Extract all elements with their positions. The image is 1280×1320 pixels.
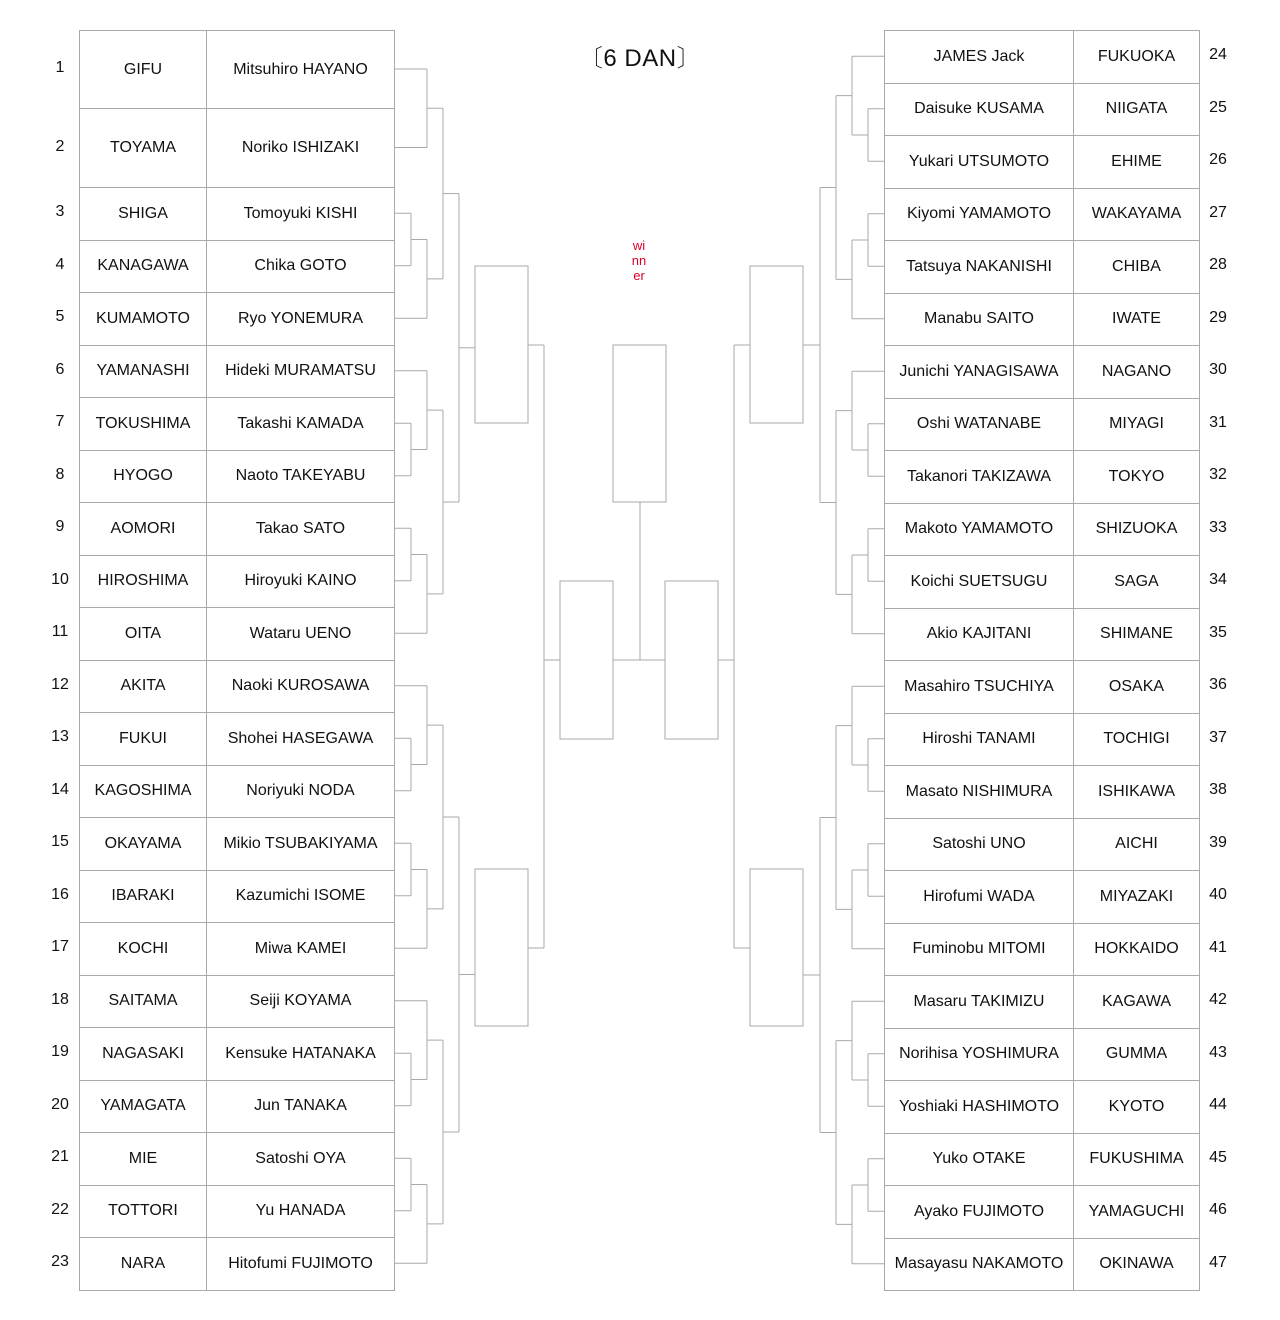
prefecture-cell: NAGANO — [1073, 345, 1200, 399]
prefecture-cell: FUKUSHIMA — [1073, 1133, 1200, 1187]
player-name-cell: Yuko OTAKE — [884, 1133, 1074, 1187]
entry-number: 33 — [1209, 518, 1227, 536]
prefecture-cell: SHIGA — [79, 187, 207, 241]
player-name-cell: Yu HANADA — [206, 1185, 395, 1239]
entry-number: 46 — [1209, 1201, 1227, 1219]
prefecture-cell: IWATE — [1073, 293, 1200, 347]
player-name-cell: Wataru UENO — [206, 607, 395, 661]
prefecture-cell: NIIGATA — [1073, 83, 1200, 137]
prefecture-cell: MIE — [79, 1132, 207, 1186]
prefecture-cell: SHIZUOKA — [1073, 503, 1200, 557]
entry-number: 39 — [1209, 833, 1227, 851]
player-name-cell: Noriko ISHIZAKI — [206, 108, 395, 188]
semifinal-box — [750, 266, 803, 423]
entry-number: 15 — [51, 833, 69, 851]
prefecture-cell: YAMAGATA — [79, 1080, 207, 1134]
prefecture-cell: OKINAWA — [1073, 1238, 1200, 1292]
semifinal-box — [475, 869, 528, 1026]
final-box — [665, 581, 718, 739]
player-name-cell: Junichi YANAGISAWA — [884, 345, 1074, 399]
prefecture-cell: FUKUOKA — [1073, 30, 1200, 84]
prefecture-cell: FUKUI — [79, 712, 207, 766]
player-name-cell: Satoshi UNO — [884, 818, 1074, 872]
entry-number: 32 — [1209, 466, 1227, 484]
player-name-cell: Daisuke KUSAMA — [884, 83, 1074, 137]
prefecture-cell: TOCHIGI — [1073, 713, 1200, 767]
player-name-cell: Kazumichi ISOME — [206, 870, 395, 924]
entry-number: 10 — [51, 570, 69, 588]
player-name-cell: Masayasu NAKAMOTO — [884, 1238, 1074, 1292]
entry-number: 14 — [51, 780, 69, 798]
entry-number: 34 — [1209, 571, 1227, 589]
player-name-cell: Masaru TAKIMIZU — [884, 975, 1074, 1029]
player-name-cell: Akio KAJITANI — [884, 608, 1074, 662]
entry-number: 2 — [55, 137, 65, 155]
prefecture-cell: WAKAYAMA — [1073, 188, 1200, 242]
entry-number: 43 — [1209, 1043, 1227, 1061]
player-name-cell: Masahiro TSUCHIYA — [884, 660, 1074, 714]
player-name-cell: Tomoyuki KISHI — [206, 187, 395, 241]
prefecture-cell: HOKKAIDO — [1073, 923, 1200, 977]
player-name-cell: Oshi WATANABE — [884, 398, 1074, 452]
prefecture-cell: OKAYAMA — [79, 817, 207, 871]
entry-number: 27 — [1209, 203, 1227, 221]
player-name-cell: Takanori TAKIZAWA — [884, 450, 1074, 504]
entry-number: 6 — [55, 360, 65, 378]
player-name-cell: Koichi SUETSUGU — [884, 555, 1074, 609]
entry-number: 35 — [1209, 623, 1227, 641]
prefecture-cell: EHIME — [1073, 135, 1200, 189]
prefecture-cell: KAGOSHIMA — [79, 765, 207, 819]
prefecture-cell: SHIMANE — [1073, 608, 1200, 662]
player-name-cell: Yoshiaki HASHIMOTO — [884, 1080, 1074, 1134]
entry-number: 13 — [51, 728, 69, 746]
final-box — [560, 581, 613, 739]
prefecture-cell: OSAKA — [1073, 660, 1200, 714]
prefecture-cell: YAMAGUCHI — [1073, 1185, 1200, 1239]
prefecture-cell: KANAGAWA — [79, 240, 207, 294]
entry-number: 28 — [1209, 256, 1227, 274]
entry-number: 24 — [1209, 46, 1227, 64]
player-name-cell: Satoshi OYA — [206, 1132, 395, 1186]
prefecture-cell: KAGAWA — [1073, 975, 1200, 1029]
entry-number: 41 — [1209, 938, 1227, 956]
prefecture-cell: GUMMA — [1073, 1028, 1200, 1082]
player-name-cell: Noriyuki NODA — [206, 765, 395, 819]
player-name-cell: Masato NISHIMURA — [884, 765, 1074, 819]
entry-number: 42 — [1209, 991, 1227, 1009]
entry-number: 45 — [1209, 1148, 1227, 1166]
entry-number: 36 — [1209, 676, 1227, 694]
prefecture-cell: ISHIKAWA — [1073, 765, 1200, 819]
player-name-cell: Yukari UTSUMOTO — [884, 135, 1074, 189]
player-name-cell: JAMES Jack — [884, 30, 1074, 84]
player-name-cell: Manabu SAITO — [884, 293, 1074, 347]
entry-number: 23 — [51, 1253, 69, 1271]
prefecture-cell: KUMAMOTO — [79, 292, 207, 346]
player-name-cell: Hiroyuki KAINO — [206, 555, 395, 609]
player-name-cell: Hitofumi FUJIMOTO — [206, 1237, 395, 1291]
prefecture-cell: KOCHI — [79, 922, 207, 976]
player-name-cell: Miwa KAMEI — [206, 922, 395, 976]
winner-label: winner — [631, 238, 647, 283]
prefecture-cell: HIROSHIMA — [79, 555, 207, 609]
entry-number: 19 — [51, 1043, 69, 1061]
entry-number: 12 — [51, 675, 69, 693]
entry-number: 5 — [55, 308, 65, 326]
entry-number: 9 — [55, 518, 65, 536]
entry-number: 44 — [1209, 1096, 1227, 1114]
player-name-cell: Takao SATO — [206, 502, 395, 556]
player-name-cell: Naoto TAKEYABU — [206, 450, 395, 504]
player-name-cell: Jun TANAKA — [206, 1080, 395, 1134]
player-name-cell: Takashi KAMADA — [206, 397, 395, 451]
entry-number: 20 — [51, 1095, 69, 1113]
entry-number: 1 — [55, 59, 65, 76]
prefecture-cell: CHIBA — [1073, 240, 1200, 294]
player-name-cell: Kiyomi YAMAMOTO — [884, 188, 1074, 242]
prefecture-cell: AKITA — [79, 660, 207, 714]
entry-number: 17 — [51, 938, 69, 956]
entry-number: 47 — [1209, 1253, 1227, 1271]
prefecture-cell: TOKUSHIMA — [79, 397, 207, 451]
prefecture-cell: MIYAZAKI — [1073, 870, 1200, 924]
prefecture-cell: TOTTORI — [79, 1185, 207, 1239]
entry-number: 30 — [1209, 361, 1227, 379]
entry-number: 31 — [1209, 413, 1227, 431]
entry-number: 4 — [55, 255, 65, 273]
entry-number: 26 — [1209, 151, 1227, 169]
entry-number: 29 — [1209, 308, 1227, 326]
prefecture-cell: HYOGO — [79, 450, 207, 504]
player-name-cell: Makoto YAMAMOTO — [884, 503, 1074, 557]
entry-number: 21 — [51, 1148, 69, 1166]
semifinal-box — [750, 869, 803, 1026]
player-name-cell: Hideki MURAMATSU — [206, 345, 395, 399]
prefecture-cell: OITA — [79, 607, 207, 661]
player-name-cell: Fuminobu MITOMI — [884, 923, 1074, 977]
player-name-cell: Chika GOTO — [206, 240, 395, 294]
player-name-cell: Ryo YONEMURA — [206, 292, 395, 346]
prefecture-cell: SAGA — [1073, 555, 1200, 609]
entry-number: 22 — [51, 1200, 69, 1218]
player-name-cell: Naoki KUROSAWA — [206, 660, 395, 714]
prefecture-cell: GIFU — [79, 30, 207, 109]
player-name-cell: Seiji KOYAMA — [206, 975, 395, 1029]
player-name-cell: Hiroshi TANAMI — [884, 713, 1074, 767]
player-name-cell: Mikio TSUBAKIYAMA — [206, 817, 395, 871]
entry-number: 25 — [1209, 98, 1227, 116]
entry-number: 8 — [55, 465, 65, 483]
prefecture-cell: MIYAGI — [1073, 398, 1200, 452]
player-name-cell: Hirofumi WADA — [884, 870, 1074, 924]
player-name-cell: Mitsuhiro HAYANO — [206, 30, 395, 109]
semifinal-box — [475, 266, 528, 423]
winner-box — [613, 345, 666, 502]
entry-number: 38 — [1209, 781, 1227, 799]
bracket-title: 〔6 DAN〕 — [578, 45, 702, 72]
player-name-cell: Tatsuya NAKANISHI — [884, 240, 1074, 294]
prefecture-cell: AICHI — [1073, 818, 1200, 872]
player-name-cell: Kensuke HATANAKA — [206, 1027, 395, 1081]
prefecture-cell: KYOTO — [1073, 1080, 1200, 1134]
entry-number: 11 — [51, 623, 69, 641]
prefecture-cell: AOMORI — [79, 502, 207, 556]
player-name-cell: Norihisa YOSHIMURA — [884, 1028, 1074, 1082]
prefecture-cell: NARA — [79, 1237, 207, 1291]
prefecture-cell: TOKYO — [1073, 450, 1200, 504]
prefecture-cell: TOYAMA — [79, 108, 207, 188]
entry-number: 7 — [55, 413, 65, 431]
player-name-cell: Shohei HASEGAWA — [206, 712, 395, 766]
entry-number: 18 — [51, 990, 69, 1008]
prefecture-cell: IBARAKI — [79, 870, 207, 924]
prefecture-cell: YAMANASHI — [79, 345, 207, 399]
prefecture-cell: SAITAMA — [79, 975, 207, 1029]
entry-number: 16 — [51, 885, 69, 903]
entry-number: 40 — [1209, 886, 1227, 904]
player-name-cell: Ayako FUJIMOTO — [884, 1185, 1074, 1239]
entry-number: 37 — [1209, 728, 1227, 746]
entry-number: 3 — [55, 203, 65, 221]
prefecture-cell: NAGASAKI — [79, 1027, 207, 1081]
